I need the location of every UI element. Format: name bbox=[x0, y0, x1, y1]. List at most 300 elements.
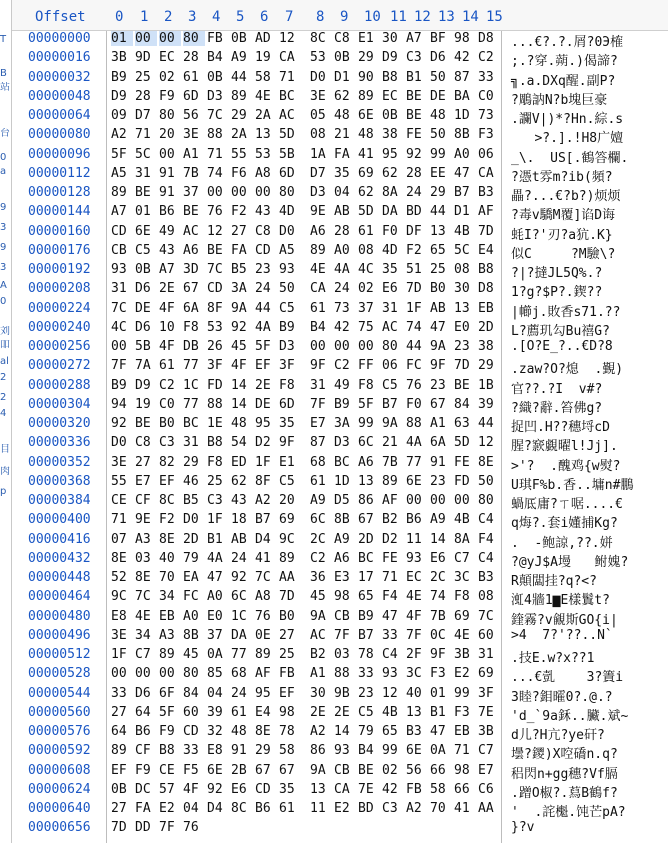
hex-byte[interactable]: D7 bbox=[135, 108, 151, 123]
decoded-text-panel[interactable] bbox=[501, 31, 668, 843]
hex-byte[interactable]: B9 bbox=[111, 377, 127, 393]
hex-byte[interactable]: CA bbox=[310, 281, 326, 297]
hex-byte[interactable]: 3B bbox=[478, 724, 494, 739]
hex-byte[interactable]: C7 bbox=[454, 550, 470, 566]
hex-byte[interactable]: B1 bbox=[430, 704, 446, 720]
hex-byte[interactable]: 6E bbox=[358, 108, 374, 123]
hex-byte[interactable]: FB bbox=[279, 666, 295, 682]
hex-byte[interactable]: 42 bbox=[454, 50, 470, 66]
hex-byte[interactable]: 4B bbox=[454, 512, 470, 528]
hex-byte[interactable]: 31 bbox=[135, 165, 151, 181]
hex-byte[interactable]: 12 bbox=[478, 435, 494, 451]
hex-byte[interactable]: 27 bbox=[231, 223, 247, 239]
hex-byte[interactable]: 60 bbox=[478, 627, 494, 643]
hex-byte[interactable]: B4 bbox=[207, 50, 223, 66]
hex-byte[interactable]: 61 bbox=[310, 473, 326, 489]
hex-byte[interactable]: 18 bbox=[231, 512, 247, 528]
hex-byte[interactable]: 90 bbox=[358, 69, 374, 85]
hex-byte[interactable]: 76 bbox=[255, 608, 271, 624]
hex-byte[interactable]: 29 bbox=[358, 50, 374, 66]
hex-byte[interactable]: E8 bbox=[207, 743, 223, 759]
hex-byte[interactable]: 02 bbox=[159, 69, 175, 85]
hex-byte[interactable]: 24 bbox=[231, 550, 247, 566]
hex-byte[interactable]: E1 bbox=[358, 31, 374, 46]
hex-byte[interactable]: 2E bbox=[334, 704, 350, 720]
hex-byte[interactable]: 80 bbox=[159, 108, 175, 123]
hex-byte[interactable]: AF bbox=[382, 493, 398, 508]
hex-byte[interactable]: EF bbox=[159, 473, 175, 489]
hex-byte[interactable]: 3A bbox=[231, 281, 247, 297]
hex-byte[interactable]: 25 bbox=[430, 262, 446, 277]
hex-byte[interactable]: 7F bbox=[406, 627, 422, 643]
hex-byte[interactable]: D7 bbox=[310, 165, 326, 181]
hex-byte[interactable]: 48 bbox=[358, 127, 374, 143]
hex-byte[interactable]: 0A bbox=[207, 647, 223, 662]
hex-byte[interactable]: 35 bbox=[279, 416, 295, 431]
hex-byte[interactable]: 69 bbox=[279, 512, 295, 528]
hex-byte[interactable]: A2 bbox=[111, 127, 127, 143]
hex-byte[interactable]: 7F bbox=[159, 820, 175, 836]
hex-byte[interactable]: E0 bbox=[454, 319, 470, 335]
hex-byte[interactable]: B0 bbox=[159, 416, 175, 431]
hex-byte[interactable]: 04 bbox=[207, 685, 223, 701]
hex-byte[interactable]: 9D bbox=[135, 50, 151, 66]
hex-byte[interactable]: 6A bbox=[183, 300, 199, 316]
hex-byte[interactable]: 52 bbox=[111, 570, 127, 585]
hex-byte[interactable]: 00 bbox=[358, 339, 374, 354]
hex-byte[interactable]: 45 bbox=[231, 339, 247, 354]
hex-byte[interactable]: 66 bbox=[430, 762, 446, 778]
hex-byte[interactable]: 41 bbox=[454, 801, 470, 816]
hex-byte[interactable]: 19 bbox=[255, 50, 271, 66]
hex-byte[interactable]: 99 bbox=[358, 416, 374, 431]
hex-byte[interactable]: FD bbox=[454, 473, 470, 489]
hex-byte[interactable]: 48 bbox=[334, 108, 350, 123]
hex-byte[interactable]: 44 bbox=[478, 416, 494, 431]
hex-byte[interactable]: 00 bbox=[135, 666, 151, 682]
hex-byte[interactable]: 04 bbox=[334, 185, 350, 200]
hex-byte[interactable]: 48 bbox=[231, 416, 247, 431]
decoded-text-line[interactable]: 'd_`9a鉌..臟.斌~ bbox=[511, 708, 629, 724]
hex-byte[interactable]: A6 bbox=[334, 550, 350, 566]
hex-byte[interactable]: 89 bbox=[358, 88, 374, 104]
hex-byte[interactable]: 2D bbox=[183, 531, 199, 547]
decoded-text-line[interactable]: >?.].!H8广嬗 bbox=[511, 131, 624, 147]
hex-byte[interactable]: 00 bbox=[159, 666, 175, 682]
hex-byte[interactable]: 85 bbox=[207, 666, 223, 682]
decoded-text-line[interactable]: 渱4牆1▆E樣鬒t? bbox=[511, 593, 610, 609]
hex-byte[interactable]: AB bbox=[231, 531, 247, 547]
hex-byte[interactable]: BC bbox=[334, 454, 350, 470]
hex-byte[interactable]: 62 bbox=[231, 473, 247, 489]
hex-byte[interactable]: 29 bbox=[231, 108, 247, 123]
hex-byte[interactable]: D0 bbox=[183, 512, 199, 528]
hex-byte[interactable]: 48 bbox=[430, 108, 446, 123]
decoded-text-line[interactable]: 官??.?I v#? bbox=[511, 381, 603, 397]
hex-byte[interactable]: 37 bbox=[358, 300, 374, 316]
hex-byte[interactable]: A1 bbox=[310, 666, 326, 682]
hex-byte[interactable]: 78 bbox=[279, 724, 295, 739]
hex-byte[interactable]: 71 bbox=[111, 512, 127, 528]
hex-byte[interactable]: 2D bbox=[478, 319, 494, 335]
hex-byte[interactable]: CE bbox=[111, 493, 127, 508]
hex-byte[interactable]: EF bbox=[255, 358, 271, 374]
hex-byte[interactable]: 33 bbox=[382, 627, 398, 643]
hex-byte[interactable]: 14 bbox=[231, 377, 247, 393]
hex-byte[interactable]: 77 bbox=[183, 396, 199, 412]
hex-byte[interactable]: 0B bbox=[207, 69, 223, 85]
hex-byte[interactable]: 8B bbox=[183, 627, 199, 643]
hex-byte[interactable]: 8C bbox=[159, 493, 175, 508]
hex-byte[interactable]: BC bbox=[358, 550, 374, 566]
hex-byte[interactable]: CD bbox=[183, 724, 199, 739]
hex-byte[interactable]: 33 bbox=[358, 666, 374, 682]
hex-byte[interactable]: 50 bbox=[430, 127, 446, 143]
hex-byte[interactable]: 93 bbox=[111, 262, 127, 277]
hex-byte[interactable]: 6D bbox=[279, 396, 295, 412]
hex-byte[interactable]: B1 bbox=[207, 531, 223, 547]
hex-byte[interactable]: 32 bbox=[207, 724, 223, 739]
hex-byte[interactable]: 3E bbox=[111, 454, 127, 470]
hex-byte[interactable]: BE bbox=[358, 762, 374, 778]
hex-byte[interactable]: 03 bbox=[135, 550, 151, 566]
hex-byte[interactable]: 08 bbox=[358, 242, 374, 258]
hex-byte[interactable]: 98 bbox=[454, 31, 470, 46]
hex-byte[interactable]: C4 bbox=[478, 550, 494, 566]
hex-byte[interactable]: E2 bbox=[159, 801, 175, 816]
hex-byte[interactable]: C8 bbox=[135, 435, 151, 451]
hex-byte[interactable]: E4 bbox=[255, 704, 271, 720]
hex-byte[interactable]: E7 bbox=[478, 762, 494, 778]
hex-byte[interactable]: 9A bbox=[382, 416, 398, 431]
hex-byte[interactable]: 0E bbox=[255, 627, 271, 643]
hex-byte[interactable]: 28 bbox=[334, 223, 350, 239]
decoded-text-line[interactable]: ?|?撻JL5Q%.? bbox=[511, 266, 603, 281]
hex-byte[interactable]: 7C bbox=[135, 589, 151, 605]
hex-byte[interactable]: 4E bbox=[310, 262, 326, 277]
hex-byte[interactable]: F5 bbox=[183, 762, 199, 778]
hex-byte[interactable]: 62 bbox=[358, 185, 374, 200]
hex-byte[interactable]: C5 bbox=[358, 704, 374, 720]
hex-byte[interactable]: 4F bbox=[183, 781, 199, 797]
decoded-text-line[interactable]: _\. US[.鶴答欄. bbox=[511, 150, 629, 166]
hex-byte[interactable]: C8 bbox=[334, 31, 350, 46]
hex-byte[interactable]: 31 bbox=[310, 377, 326, 393]
hex-byte[interactable]: 4F bbox=[159, 300, 175, 316]
hex-byte[interactable]: 00 bbox=[207, 185, 223, 200]
hex-byte[interactable]: 78 bbox=[358, 647, 374, 662]
hex-byte[interactable]: 99 bbox=[454, 685, 470, 701]
hex-byte[interactable]: 4E bbox=[255, 88, 271, 104]
hex-byte[interactable]: 09 bbox=[111, 108, 127, 123]
hex-byte[interactable]: EB bbox=[159, 608, 175, 624]
hex-byte[interactable]: 8C bbox=[310, 31, 326, 46]
hex-byte[interactable]: 14 bbox=[334, 724, 350, 739]
hex-byte[interactable]: EE bbox=[430, 165, 446, 181]
hex-byte[interactable]: 4B bbox=[382, 704, 398, 720]
hex-byte[interactable]: 5C bbox=[454, 242, 470, 258]
hex-byte[interactable]: 7F bbox=[310, 396, 326, 412]
hex-byte[interactable]: 61 bbox=[310, 300, 326, 316]
hex-byte[interactable]: E8 bbox=[111, 608, 127, 624]
hex-byte[interactable]: 6C bbox=[231, 589, 247, 605]
hex-byte[interactable]: 1D bbox=[454, 108, 470, 123]
hex-byte[interactable]: 4E bbox=[406, 589, 422, 605]
hex-byte[interactable]: 31 bbox=[111, 281, 127, 297]
hex-byte[interactable]: A9 bbox=[310, 493, 326, 508]
hex-byte[interactable]: D9 bbox=[382, 50, 398, 66]
hex-byte[interactable]: B7 bbox=[255, 512, 271, 528]
hex-byte[interactable]: 29 bbox=[478, 358, 494, 374]
hex-byte[interactable]: 4B bbox=[454, 223, 470, 239]
hex-byte[interactable]: A6 bbox=[183, 242, 199, 258]
hex-byte[interactable]: 48 bbox=[231, 724, 247, 739]
hex-byte[interactable]: A5 bbox=[111, 165, 127, 181]
hex-byte[interactable]: 3E bbox=[111, 627, 127, 643]
hex-byte[interactable]: 27 bbox=[111, 801, 127, 816]
hex-byte[interactable]: 4A bbox=[406, 435, 422, 451]
hex-byte[interactable]: CB bbox=[111, 242, 127, 258]
hex-byte[interactable]: 02 bbox=[358, 281, 374, 297]
hex-byte[interactable]: E7 bbox=[310, 416, 326, 431]
hex-byte[interactable]: 82 bbox=[159, 454, 175, 470]
hex-byte[interactable]: 02 bbox=[382, 762, 398, 778]
hex-byte[interactable]: E6 bbox=[231, 781, 247, 797]
hex-byte[interactable]: 6C bbox=[358, 435, 374, 451]
hex-byte[interactable]: 5C bbox=[135, 146, 151, 162]
hex-byte[interactable]: A0 bbox=[334, 242, 350, 258]
hex-byte[interactable]: 5F bbox=[111, 146, 127, 162]
hex-byte[interactable]: 7C bbox=[207, 108, 223, 123]
hex-byte[interactable]: 80 bbox=[183, 666, 199, 682]
hex-byte[interactable]: B1 bbox=[406, 69, 422, 85]
hex-byte[interactable]: CE bbox=[159, 762, 175, 778]
hex-byte[interactable]: 0B bbox=[382, 108, 398, 123]
hex-byte[interactable]: 11 bbox=[406, 531, 422, 547]
hex-byte[interactable]: A8 bbox=[255, 165, 271, 181]
hex-byte[interactable]: 55 bbox=[111, 473, 127, 489]
decoded-text-line[interactable]: 蝸厎庸?ㄒ啹....€ bbox=[511, 497, 623, 512]
hex-byte[interactable]: 94 bbox=[111, 396, 127, 412]
hex-byte[interactable]: 4A bbox=[207, 550, 223, 566]
hex-byte[interactable]: A7 bbox=[159, 262, 175, 277]
hex-byte[interactable]: 23 bbox=[430, 377, 446, 393]
hex-byte[interactable]: 2E bbox=[310, 704, 326, 720]
hex-byte[interactable]: BF bbox=[430, 31, 446, 46]
hex-byte[interactable]: 4C bbox=[358, 262, 374, 277]
decoded-text-line[interactable]: 鍷霧?v覦斯GO{i| bbox=[511, 612, 618, 628]
hex-byte[interactable]: 92 bbox=[231, 570, 247, 585]
hex-byte[interactable]: 47 bbox=[207, 570, 223, 585]
hex-byte[interactable]: A2 bbox=[406, 801, 422, 816]
hex-byte[interactable]: F8 bbox=[358, 377, 374, 393]
hex-byte[interactable]: 62 bbox=[334, 88, 350, 104]
hex-byte[interactable]: B6 bbox=[159, 204, 175, 220]
hex-byte[interactable]: CA bbox=[478, 165, 494, 181]
hex-byte[interactable]: EC bbox=[382, 88, 398, 104]
hex-byte[interactable]: 30 bbox=[382, 31, 398, 46]
hex-byte[interactable]: 9A bbox=[310, 608, 326, 624]
hex-byte[interactable]: D0 bbox=[310, 69, 326, 85]
hex-byte[interactable]: 41 bbox=[255, 550, 271, 566]
decoded-text-line[interactable]: 蚝I?'刃?a犺.K} bbox=[511, 227, 613, 243]
hex-byte[interactable]: D6 bbox=[430, 50, 446, 66]
hex-byte[interactable]: 91 bbox=[159, 165, 175, 181]
hex-byte[interactable]: BE bbox=[454, 377, 470, 393]
hex-byte[interactable]: 2E bbox=[159, 281, 175, 297]
hex-byte[interactable]: D3 bbox=[310, 185, 326, 200]
hex-byte[interactable]: 89 bbox=[255, 647, 271, 662]
hex-byte[interactable]: 68 bbox=[310, 454, 326, 470]
hex-byte[interactable]: B6 bbox=[135, 724, 151, 739]
hex-byte[interactable]: 38 bbox=[478, 339, 494, 354]
hex-byte[interactable]: B3 bbox=[478, 185, 494, 200]
hex-byte[interactable]: A8 bbox=[255, 589, 271, 605]
hex-byte[interactable]: EB bbox=[454, 724, 470, 739]
hex-byte[interactable]: 21 bbox=[382, 435, 398, 451]
hex-byte[interactable]: 2A bbox=[231, 127, 247, 143]
hex-byte[interactable]: B5 bbox=[231, 262, 247, 277]
hex-byte[interactable]: C4 bbox=[382, 647, 398, 662]
hex-byte[interactable]: D8 bbox=[478, 31, 494, 46]
hex-byte[interactable]: F8 bbox=[454, 589, 470, 605]
hex-byte[interactable]: 61 bbox=[231, 704, 247, 720]
decoded-text-line[interactable]: 1?g?$P?.鍥?? bbox=[511, 285, 603, 301]
hex-byte[interactable]: 12 bbox=[279, 31, 295, 46]
hex-byte[interactable]: 71 bbox=[279, 69, 295, 85]
hex-byte[interactable]: A0 bbox=[454, 146, 470, 162]
hex-byte[interactable]: 17 bbox=[358, 570, 374, 585]
hex-byte[interactable]: 39 bbox=[478, 396, 494, 412]
hex-byte[interactable]: A3 bbox=[159, 627, 175, 643]
hex-byte[interactable]: CD bbox=[255, 242, 271, 258]
hex-byte[interactable]: 66 bbox=[454, 781, 470, 797]
hex-byte[interactable]: 13 bbox=[358, 473, 374, 489]
decoded-text-line[interactable]: R顛闆挂?q?<? bbox=[511, 574, 597, 589]
hex-byte[interactable]: 5F bbox=[159, 704, 175, 720]
decoded-text-line[interactable]: .蹭O椒?.蕮B鶴f? bbox=[511, 785, 618, 801]
hex-byte[interactable]: 08 bbox=[478, 589, 494, 605]
hex-byte[interactable]: 1C bbox=[183, 377, 199, 393]
hex-byte[interactable]: 8E bbox=[159, 531, 175, 547]
decoded-text-line[interactable]: ?毒v驕M覆]谄D诲 bbox=[511, 208, 616, 224]
hex-byte[interactable]: 84 bbox=[183, 685, 199, 701]
hex-byte[interactable]: D4 bbox=[207, 801, 223, 816]
hex-byte[interactable]: 03 bbox=[334, 647, 350, 662]
hex-byte[interactable]: F9 bbox=[135, 762, 151, 778]
hex-byte[interactable]: B0 bbox=[430, 281, 446, 297]
hex-byte[interactable]: 1F bbox=[255, 454, 271, 470]
hex-byte[interactable]: F2 bbox=[231, 204, 247, 220]
hex-byte[interactable]: 88 bbox=[334, 666, 350, 682]
hex-byte[interactable]: 13 bbox=[454, 300, 470, 316]
hex-byte[interactable]: 84 bbox=[454, 396, 470, 412]
hex-byte[interactable]: CD bbox=[255, 781, 271, 797]
hex-byte[interactable]: C0 bbox=[159, 396, 175, 412]
hex-byte[interactable]: ED bbox=[231, 454, 247, 470]
decoded-text-line[interactable]: ?憑t雰m?ib(頻? bbox=[511, 169, 613, 185]
hex-byte[interactable]: 74 bbox=[430, 589, 446, 605]
hex-byte[interactable]: 95 bbox=[255, 416, 271, 431]
decoded-text-line[interactable]: ...€?.?.屑?0Э榷 bbox=[511, 35, 624, 50]
hex-byte[interactable]: 24 bbox=[255, 281, 271, 297]
hex-byte[interactable]: 1D bbox=[334, 473, 350, 489]
hex-byte[interactable]: 50 bbox=[430, 69, 446, 85]
hex-byte[interactable]: 3B bbox=[111, 50, 127, 66]
hex-byte[interactable]: 3C bbox=[454, 570, 470, 585]
hex-byte[interactable]: 0B bbox=[334, 50, 350, 66]
hex-byte[interactable]: 08 bbox=[454, 262, 470, 277]
hex-byte[interactable]: BD bbox=[358, 801, 374, 816]
hex-byte[interactable]: 00 bbox=[255, 185, 271, 200]
hex-byte[interactable]: B8 bbox=[382, 69, 398, 85]
hex-byte[interactable]: 77 bbox=[406, 454, 422, 470]
hex-byte[interactable]: 06 bbox=[478, 146, 494, 162]
hex-byte[interactable]: 25 bbox=[135, 69, 151, 85]
hex-byte[interactable]: AF bbox=[478, 204, 494, 220]
hex-byte[interactable]: AC bbox=[279, 108, 295, 123]
hex-byte[interactable]: 61 bbox=[279, 801, 295, 816]
hex-byte[interactable]: 95 bbox=[255, 685, 271, 701]
decoded-text-line[interactable]: 捉凹.H??穗埒cD bbox=[511, 420, 610, 435]
hex-byte[interactable]: 13 bbox=[406, 704, 422, 720]
hex-byte[interactable]: 6D bbox=[279, 165, 295, 181]
hex-byte[interactable]: A6 bbox=[310, 223, 326, 239]
hex-byte[interactable]: C7 bbox=[478, 743, 494, 759]
hex-byte[interactable]: 24 bbox=[231, 685, 247, 701]
hex-byte[interactable]: D9 bbox=[111, 88, 127, 104]
hex-byte[interactable]: 67 bbox=[279, 762, 295, 778]
hex-byte[interactable]: 58 bbox=[430, 781, 446, 797]
hex-byte[interactable]: 54 bbox=[231, 435, 247, 451]
hex-byte[interactable]: B0 bbox=[279, 608, 295, 624]
hex-byte[interactable]: D3 bbox=[279, 339, 295, 354]
hex-byte[interactable]: 35 bbox=[334, 165, 350, 181]
hex-byte[interactable]: 7D bbox=[111, 820, 127, 836]
hex-byte[interactable]: DE bbox=[135, 300, 151, 316]
hex-byte[interactable]: 40 bbox=[159, 550, 175, 566]
hex-byte[interactable]: 99 bbox=[382, 743, 398, 759]
hex-byte[interactable]: 89 bbox=[231, 88, 247, 104]
hex-byte[interactable]: 93 bbox=[406, 550, 422, 566]
hex-byte[interactable]: D5 bbox=[334, 493, 350, 508]
hex-byte[interactable]: 5F bbox=[358, 396, 374, 412]
decoded-text-line[interactable]: 壜?鑁)X啌礄n.q? bbox=[511, 747, 618, 763]
hex-byte[interactable]: 19 bbox=[135, 396, 151, 412]
hex-byte[interactable]: 05 bbox=[310, 108, 326, 123]
hex-byte[interactable]: 69 bbox=[358, 165, 374, 181]
hex-byte[interactable]: A6 bbox=[358, 454, 374, 470]
hex-byte[interactable]: 63 bbox=[454, 416, 470, 431]
hex-byte[interactable]: 70 bbox=[430, 801, 446, 816]
decoded-text-line[interactable]: .[O?E_?..€D?8 bbox=[511, 339, 613, 354]
hex-byte[interactable]: 33 bbox=[478, 69, 494, 85]
hex-byte[interactable]: F8 bbox=[279, 377, 295, 393]
hex-byte[interactable]: 6C bbox=[310, 512, 326, 528]
hex-byte[interactable]: F3 bbox=[454, 704, 470, 720]
hex-byte[interactable]: CF bbox=[135, 493, 151, 508]
hex-byte[interactable]: 28 bbox=[135, 88, 151, 104]
decoded-text-line[interactable]: ╗.a.DXq醒.副P? bbox=[511, 73, 616, 89]
hex-byte[interactable]: D2 bbox=[382, 531, 398, 547]
hex-byte[interactable]: C2 bbox=[334, 358, 350, 374]
hex-byte[interactable]: 44 bbox=[231, 69, 247, 85]
hex-byte[interactable]: 4A bbox=[255, 319, 271, 335]
hex-byte[interactable]: 30 bbox=[310, 685, 326, 701]
hex-byte[interactable]: 92 bbox=[406, 146, 422, 162]
hex-byte[interactable]: 74 bbox=[207, 165, 223, 181]
hex-byte[interactable]: 68 bbox=[231, 666, 247, 682]
